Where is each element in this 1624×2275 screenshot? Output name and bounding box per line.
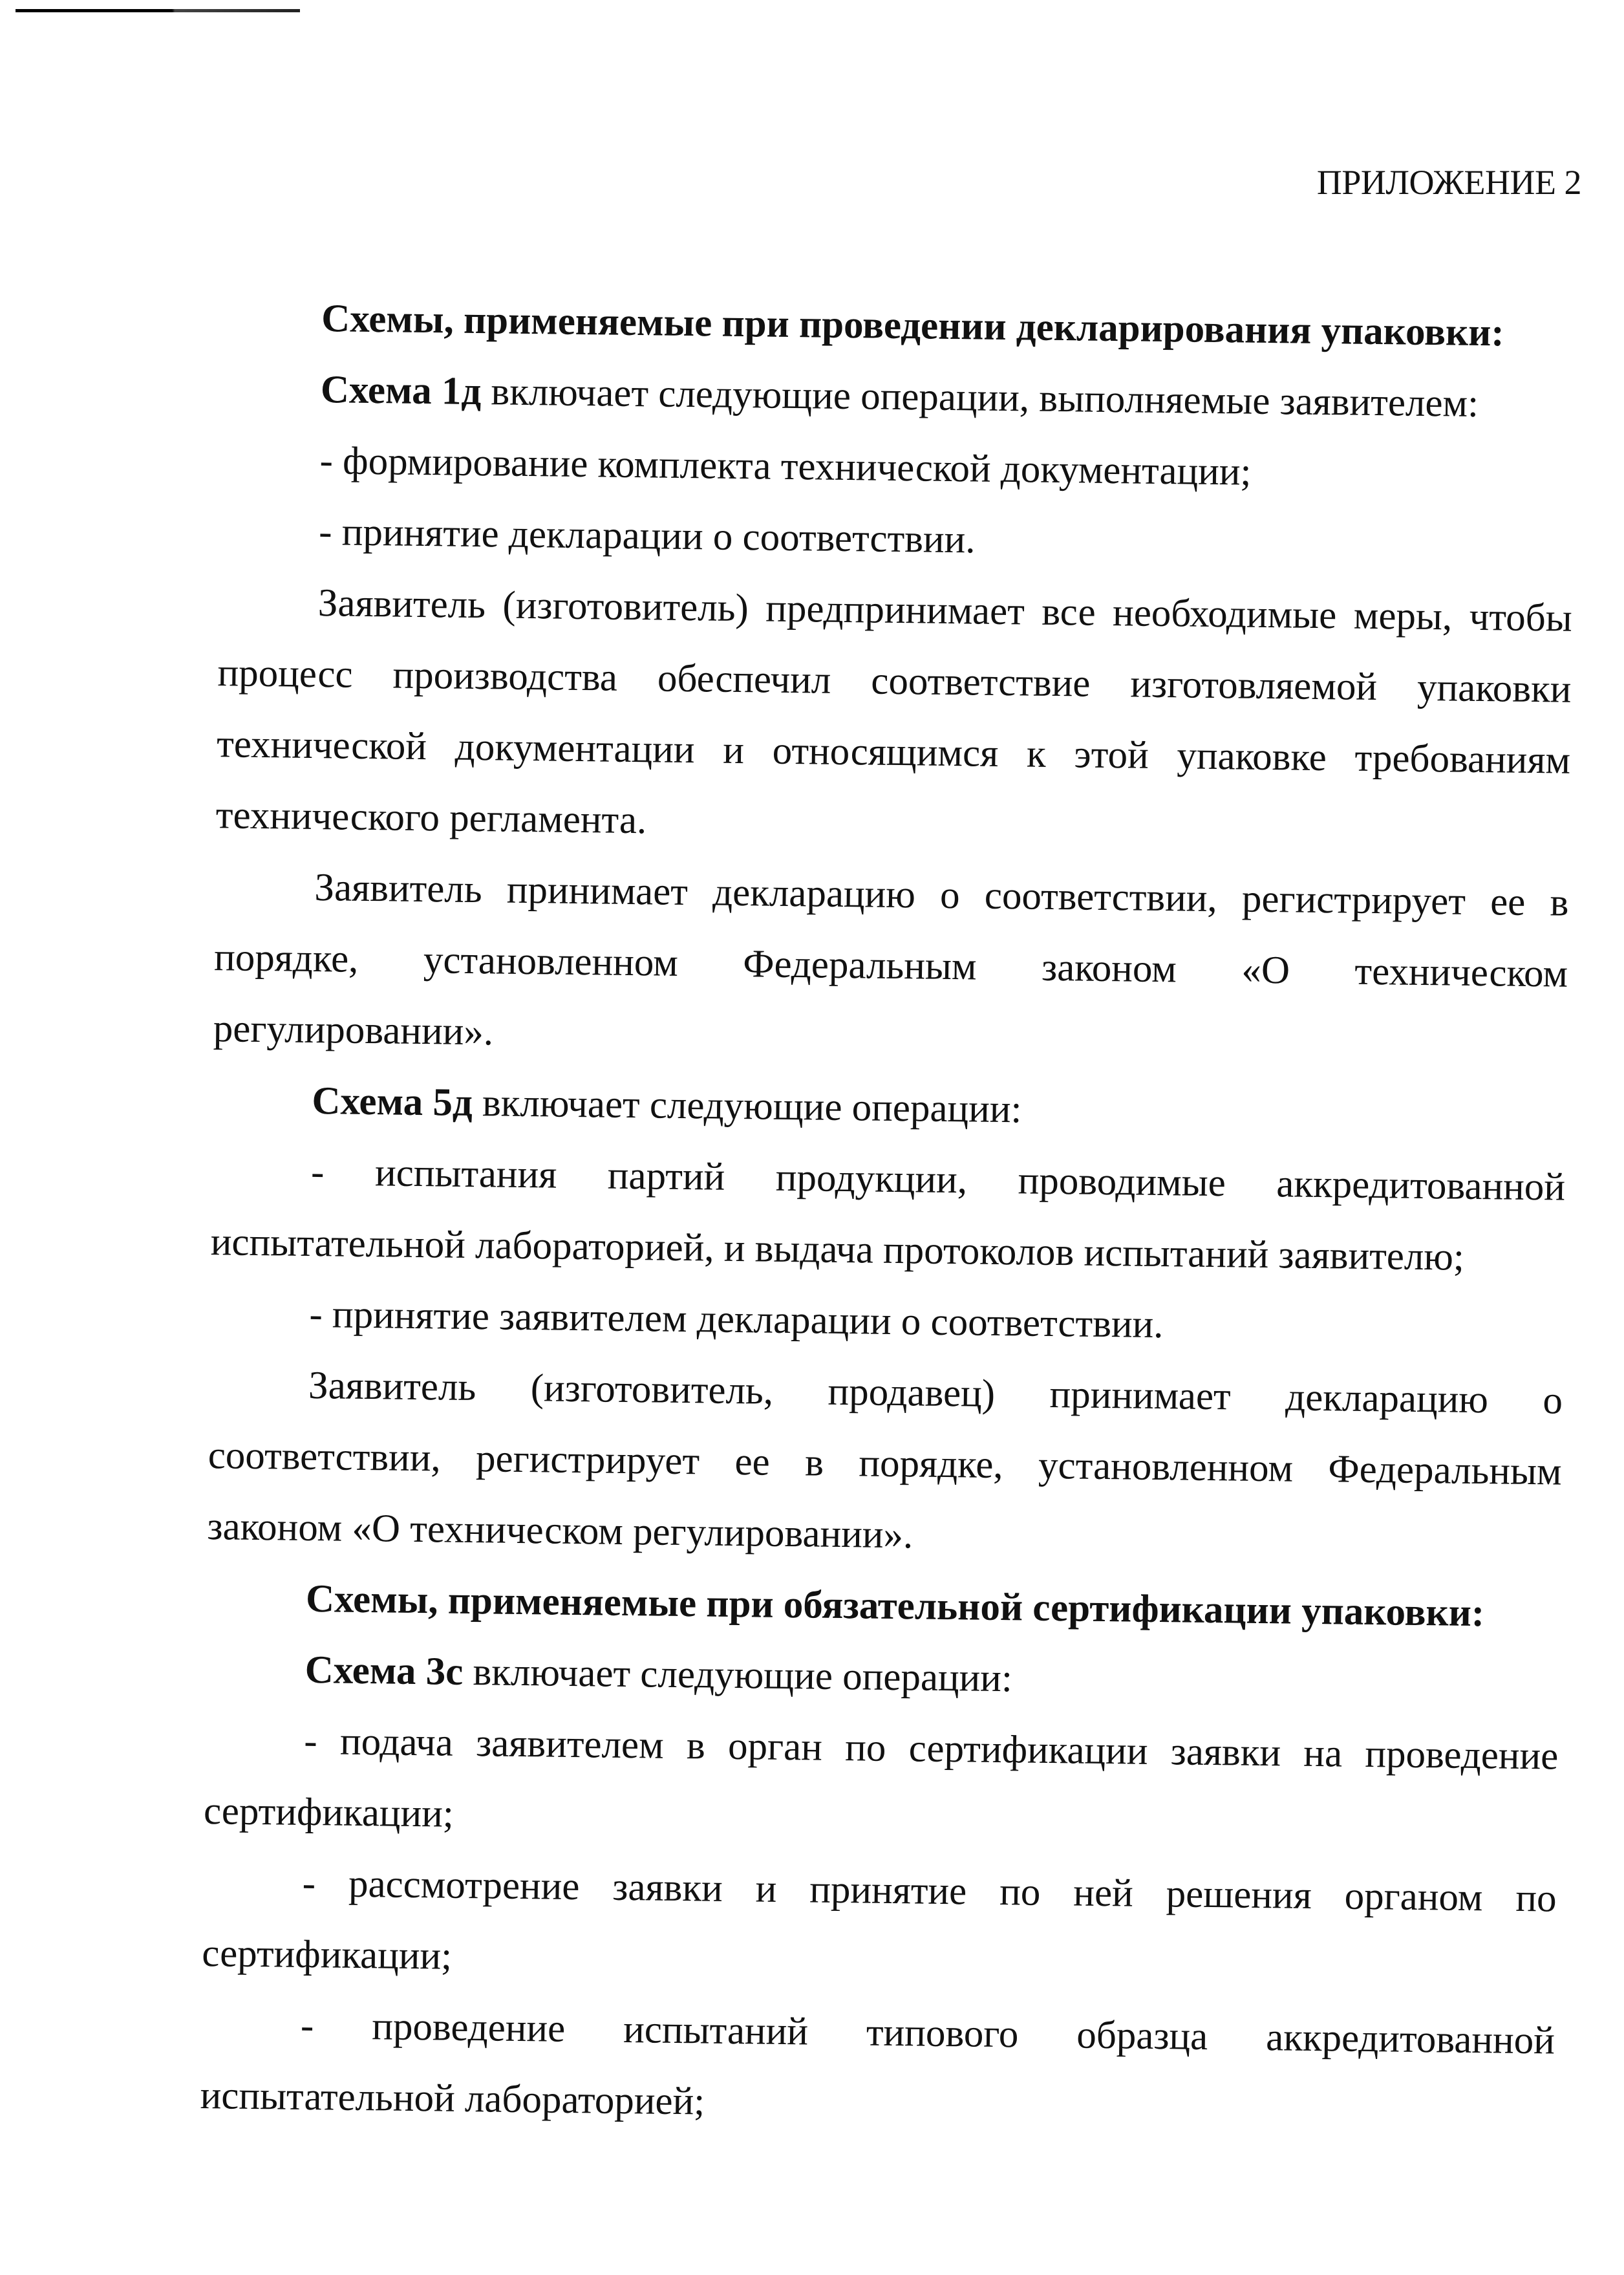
- list-item: - принятие декларации о соответствии.: [318, 510, 976, 562]
- list-item-continuation: сертификации;: [203, 1789, 454, 1836]
- list-item-continuation: сертификации;: [201, 1932, 453, 1978]
- scan-artifact-line: [16, 9, 300, 12]
- line-text: включает следующие операции:: [472, 1081, 1022, 1132]
- paragraph-line: технического регламента.: [215, 793, 647, 843]
- list-item-continuation: испытательной лабораторией;: [200, 2073, 705, 2124]
- paragraph-line: законом «О техническом регулировании».: [207, 1505, 914, 1557]
- paragraph-line: соответствии, регистрирует ее в порядке, установленном Федеральным: [208, 1434, 1563, 1494]
- paragraph-line: процесс производства обеспечил соответствие изготовляемой упаковки: [217, 651, 1572, 711]
- section-heading-declaration: Схемы, применяемые при проведении декларирования упаковки:: [321, 297, 1505, 355]
- list-item: - рассмотрение заявки и принятие по ней решения органом по: [302, 1861, 1557, 1921]
- list-item: - подача заявителем в орган по сертификации заявки на проведение: [304, 1719, 1559, 1778]
- line-text: включает следующие операции, выполняемые заявителем:: [480, 370, 1479, 426]
- paragraph-line: порядке, установленном Федеральным законом «О техническом: [213, 936, 1568, 996]
- paragraph-line: Заявитель (изготовитель, продавец) принимает декларацию о: [308, 1363, 1563, 1423]
- scheme-label: Схема 5д: [312, 1079, 473, 1125]
- line-text: включает следующие операции:: [462, 1650, 1013, 1701]
- paragraph-line: Заявитель (изготовитель) предпринимает все необходимые меры, чтобы: [317, 581, 1573, 640]
- appendix-label: ПРИЛОЖЕНИЕ 2: [1316, 163, 1581, 202]
- paragraph-line: технической документации и относящимся к этой упаковке требованиям: [216, 722, 1571, 782]
- paragraph-line: Заявитель принимает декларацию о соответствии, регистрирует ее в: [314, 866, 1569, 925]
- scheme-label: Схема 1д: [320, 368, 482, 414]
- section-heading-certification: Схемы, применяемые при обязательной сертификации упаковки:: [305, 1577, 1485, 1635]
- list-item: - испытания партий продукции, проводимые аккредитованной: [310, 1150, 1566, 1209]
- document-body: [0, 279, 1624, 2148]
- list-item: - проведение испытаний типового образца аккредитованной: [300, 2003, 1555, 2063]
- list-item-continuation: испытательной лабораторией, и выдача протоколов испытаний заявителю;: [210, 1220, 1465, 1279]
- scheme-label: Схема 3с: [304, 1648, 464, 1694]
- paragraph-line: регулировании».: [213, 1007, 494, 1054]
- list-item: - принятие заявителем декларации о соответствии.: [309, 1292, 1164, 1347]
- list-item: - формирование комплекта технической документации;: [319, 439, 1252, 494]
